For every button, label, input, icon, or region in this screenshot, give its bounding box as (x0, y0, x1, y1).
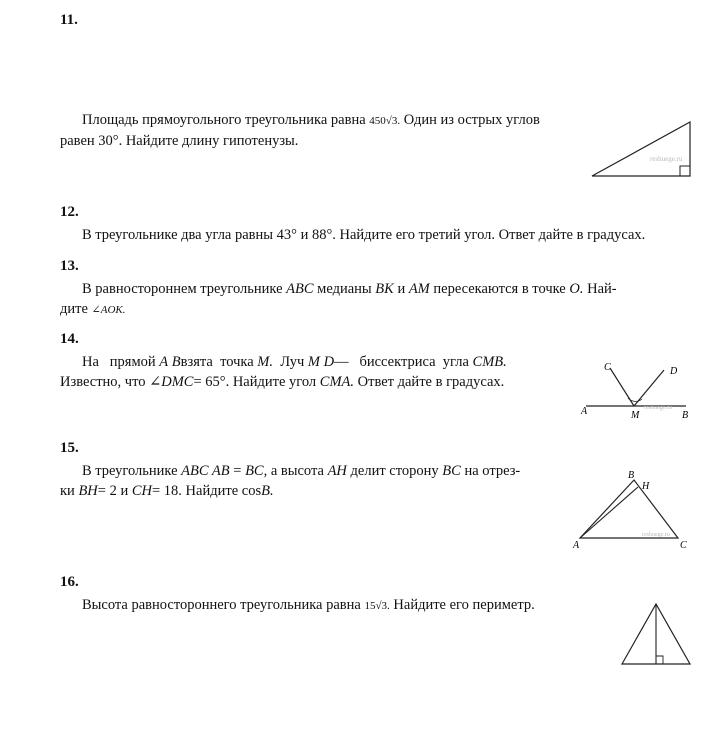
problem-13-number: 13. (60, 258, 79, 274)
angle-aok: ∠AOK. (91, 304, 126, 316)
bisector-figure (576, 356, 702, 432)
label-b: B (628, 470, 635, 481)
label-a: A (581, 406, 588, 417)
label-h: H (642, 481, 650, 492)
problem-16-number: 16. (60, 574, 79, 590)
problem-14-number: 14. (60, 331, 79, 347)
label-a: A (573, 540, 580, 551)
value-450sqrt3: 450√3. (369, 115, 401, 127)
label-d: D (670, 366, 678, 377)
problem-14-text: На прямой A Bвзята точка M. Луч M D— биссектриса угла CMB. Известно, что ∠DMC= 65°. Найдите угол CMA. Ответ дайте в градусах. (60, 354, 507, 390)
problem-16-text: Высота равностороннего треугольника равна 15√3. Найдите его периметр. (82, 597, 535, 613)
right-triangle-figure (588, 118, 698, 180)
problem-13-text: В равностороннем треугольнике ABC медианы BK и AM пересекаются в точке O. Най- дите ∠AOK. (60, 281, 617, 317)
problem-12-text: В треугольнике два угла равны 43° и 88°. Найдите его третий угол. Ответ дайте в градусах. (82, 227, 646, 243)
problem-11-text: Площадь прямоугольного треугольника равна 450√3. Один из острых углов равен 30°. Найдите длину гипотенузы. (60, 112, 540, 149)
equilateral-triangle-figure (618, 600, 694, 670)
label-c: C (680, 540, 687, 551)
isosceles-triangle-figure (570, 468, 696, 552)
label-b: B (682, 410, 689, 421)
problem-15-number: 15. (60, 440, 79, 456)
watermark: reshuege.ru (644, 405, 672, 411)
problem-12-number: 12. (60, 204, 79, 220)
label-c: C (604, 362, 611, 373)
label-m: M (631, 410, 640, 421)
watermark: reshuege.ru (642, 532, 670, 538)
problem-11-number: 11. (60, 12, 78, 28)
value-15sqrt3: 15√3. (364, 600, 390, 612)
watermark: reshuege.ru (650, 155, 683, 163)
problem-15-text: В треугольнике ABC AB = BC, а высота AH делит сторону BC на отрез- ки BH= 2 и CH= 18. Найдите cosB. (60, 463, 521, 499)
